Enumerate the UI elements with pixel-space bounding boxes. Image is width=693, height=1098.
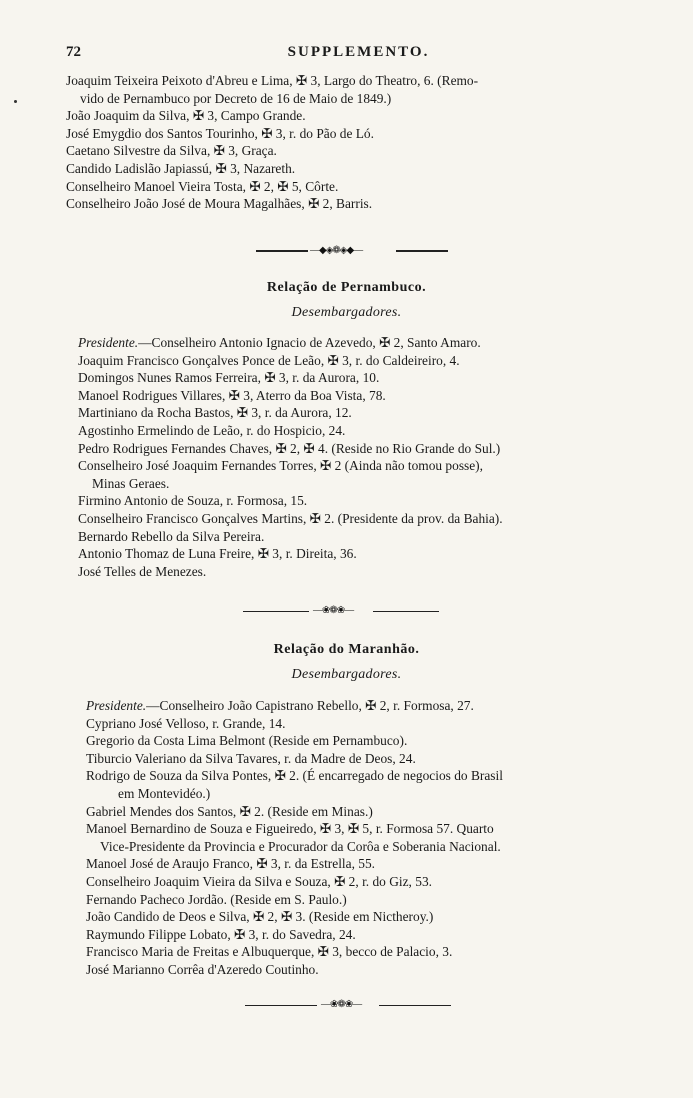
list-item: Conselheiro Francisco Gonçalves Martins, ✠ 2. (Presidente da prov. da Bahia).	[78, 510, 503, 526]
list-item: Antonio Thomaz de Luna Freire, ✠ 3, r. Direita, 36.	[78, 546, 357, 562]
list-item: João Joaquim da Silva, ✠ 3, Campo Grande.	[66, 108, 306, 124]
list-item: José Emygdio dos Santos Tourinho, ✠ 3, r. do Pão de Ló.	[66, 125, 374, 141]
section-subtitle-pernambuco: Desembargadores.	[291, 305, 402, 320]
president-label: Presidente.	[86, 698, 147, 713]
list-item: Manoel Bernardino de Souza e Figueiredo, ✠ 3, ✠ 5, r. Formosa 57. Quarto	[86, 821, 494, 837]
ornament-divider: —◆◈❁◈◆—	[256, 246, 448, 256]
page-number: 72	[66, 44, 81, 60]
list-item: Manoel José de Araujo Franco, ✠ 3, r. da Estrella, 55.	[86, 856, 376, 872]
list-item: Conselheiro João José de Moura Magalhães, ✠ 2, Barris.	[66, 196, 373, 212]
margin-dot	[14, 100, 17, 103]
list-item: Joaquim Francisco Gonçalves Ponce de Leão, ✠ 3, r. do Caldeireiro, 4.	[78, 352, 460, 368]
list-item: vido de Pernambuco por Decreto de 16 de Maio de 1849.)	[80, 90, 392, 106]
list-item: Presidente.—Conselheiro João Capistrano Rebello, ✠ 2, r. Formosa, 27.	[86, 698, 474, 713]
top-entries	[66, 72, 478, 213]
list-item: Domingos Nunes Ramos Ferreira, ✠ 3, r. da Aurora, 10.	[78, 370, 380, 386]
list-item: Pedro Rodrigues Fernandes Chaves, ✠ 2, ✠ 4. (Reside no Rio Grande do Sul.)	[78, 440, 501, 456]
list-item: João Candido de Deos e Silva, ✠ 2, ✠ 3. (Reside em Nictheroy.)	[86, 909, 434, 925]
list-item: Agostinho Ermelindo de Leão, r. do Hospicio, 24.	[78, 422, 346, 438]
list-item: Minas Geraes.	[92, 475, 170, 491]
list-item: Gregorio da Costa Lima Belmont (Reside em Pernambuco).	[86, 733, 408, 749]
list-item: Fernando Pacheco Jordão. (Reside em S. Paulo.)	[86, 891, 347, 907]
list-item: Bernardo Rebello da Silva Pereira.	[78, 528, 265, 544]
ornament-divider: —❀❁❀—	[245, 1000, 451, 1010]
list-item: Conselheiro José Joaquim Fernandes Torres, ✠ 2 (Ainda não tomou posse),	[78, 458, 483, 474]
section-subtitle-maranhao: Desembargadores.	[291, 667, 402, 682]
list-item: Tiburcio Valeriano da Silva Tavares, r. da Madre de Deos, 24.	[86, 750, 416, 766]
list-item: Conselheiro Joaquim Vieira da Silva e Souza, ✠ 2, r. do Giz, 53.	[86, 873, 432, 889]
maranhao-entries	[86, 697, 503, 979]
list-item: Gabriel Mendes dos Santos, ✠ 2. (Reside em Minas.)	[86, 803, 373, 819]
list-item: Martiniano da Rocha Bastos, ✠ 3, r. da Aurora, 12.	[78, 405, 352, 421]
list-item: em Montevidéo.)	[118, 785, 211, 801]
list-item: Conselheiro Manoel Vieira Tosta, ✠ 2, ✠ 5, Côrte.	[66, 178, 339, 194]
section-title-pernambuco: Relação de Pernambuco.	[266, 280, 427, 295]
president-label: Presidente.	[78, 335, 139, 350]
list-item: Manoel Rodrigues Villares, ✠ 3, Aterro da Boa Vista, 78.	[78, 387, 386, 403]
list-item: Presidente.—Conselheiro Antonio Ignacio de Azevedo, ✠ 2, Santo Amaro.	[78, 335, 481, 350]
list-item: Firmino Antonio de Souza, r. Formosa, 15.	[78, 493, 308, 509]
section-title-maranhao: Relação do Maranhão.	[273, 642, 420, 657]
pernambuco-entries	[78, 334, 503, 580]
running-title: SUPPLEMENTO.	[287, 44, 430, 60]
list-item: Caetano Silvestre da Silva, ✠ 3, Graça.	[66, 143, 277, 159]
list-item: José Telles de Menezes.	[78, 563, 207, 579]
list-item: Cypriano José Velloso, r. Grande, 14.	[86, 715, 286, 731]
list-item: Francisco Maria de Freitas e Albuquerque, ✠ 3, becco de Palacio, 3.	[86, 944, 453, 960]
list-item: Raymundo Filippe Lobato, ✠ 3, r. do Savedra, 24.	[86, 926, 356, 942]
list-item: Rodrigo de Souza da Silva Pontes, ✠ 2. (É encarregado de negocios do Brasil	[86, 768, 503, 784]
list-item: José Marianno Corrêa d'Azeredo Coutinho.	[86, 961, 319, 977]
list-item: Candido Ladislão Japiassú, ✠ 3, Nazareth.	[66, 160, 296, 176]
page-header	[66, 44, 651, 66]
list-item: Joaquim Teixeira Peixoto d'Abreu e Lima, ✠ 3, Largo do Theatro, 6. (Remo-	[66, 73, 479, 88]
ornament-divider: —❀❁❀—	[243, 606, 439, 616]
list-item: Vice-Presidente da Provincia e Procurador da Corôa e Soberania Nacional.	[100, 838, 501, 854]
